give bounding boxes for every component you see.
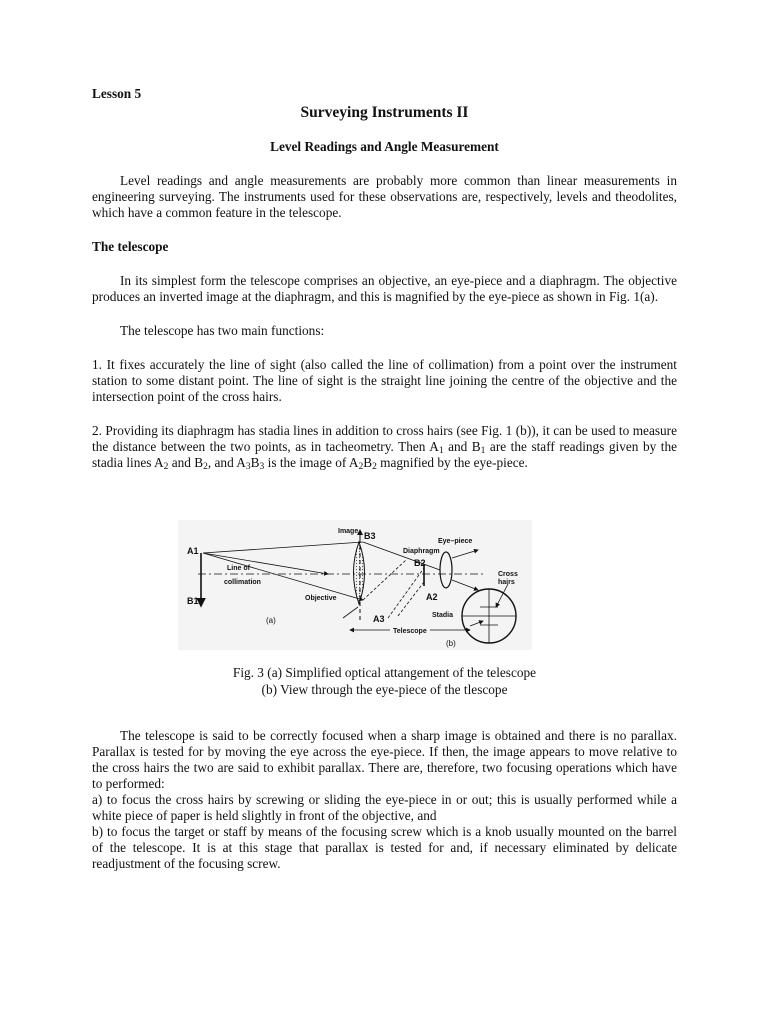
lesson-number: Lesson 5	[92, 86, 142, 101]
page-subtitle: Level Readings and Angle Measurement	[270, 139, 499, 154]
label-A3: A3	[373, 614, 385, 624]
label-eyepiece: Eye–piece	[438, 538, 473, 545]
label-B3: B3	[364, 531, 376, 541]
focus-item-a: a) to focus the cross hairs by screwing or sliding the eye-piece in or out; this is usually performed while a white piece of paper is held slightly in front of the objective, and	[92, 792, 677, 823]
eyepiece-lens	[440, 552, 452, 588]
page-title: Surveying Instruments II	[300, 104, 469, 121]
caption-line-1: Fig. 3 (a) Simplified optical attangement of the telescope	[232, 665, 537, 680]
objective-lens	[354, 542, 365, 604]
label-cross: Cross	[498, 571, 518, 578]
label-stadia: Stadia	[432, 612, 454, 619]
label-image: Image	[338, 528, 359, 535]
functions-intro: The telescope has two main functions:	[120, 323, 325, 338]
function-1-paragraph: 1. It fixes accurately the line of sight (also called the line of collimation) from a point over the instrument station to some distant point. The line of sight is the straight line joining the centre of the objective and the intersection point of the cross hairs.	[92, 357, 677, 404]
label-B1: B1	[187, 596, 199, 606]
section-heading-telescope: The telescope	[92, 239, 169, 254]
focus-paragraph: The telescope is said to be correctly focused when a sharp image is obtained and there is no parallax. Parallax is tested for by moving the eye across the eye-piece. If then, the image appears to move relative to the cross hairs the two are said to exhibit parallax. There are, therefore, two focusing operations which have to performed:	[92, 728, 677, 791]
label-objective: Objective	[305, 595, 337, 602]
label-hairs: hairs	[498, 579, 515, 586]
document-body	[92, 86, 677, 471]
focus-item-b: b) to focus the target or staff by means of the focusing screw which is a knob usually mounted on the barrel of the telescope. It is at this stage that parallax is tested for and, if necessary eliminated by delicate readjustment of the focusing screw.	[92, 824, 677, 871]
intro-paragraph: Level readings and angle measurements are probably more common than linear measurements in engineering surveying. The instruments used for these observations are, respectively, levels and theodolites, which have a common feature in the telescope.	[92, 173, 677, 220]
label-a: (a)	[266, 616, 276, 625]
function-2-paragraph: 2. Providing its diaphragm has stadia lines in addition to cross hairs (see Fig. 1 (b)), it can be used to measure the distance between the two points, as in tacheometry. Then $A_1$ and $B_1$ are the staff readings given by the stadia lines $A_2$ and $B_2$, and $A_3B_3$ is the image of $A_2B_2$ magnified by the eye-piece.	[92, 423, 678, 472]
label-collimation: collimation	[224, 579, 261, 586]
figure-caption	[92, 664, 677, 698]
label-b: (b)	[446, 639, 456, 648]
focusing-section	[92, 728, 677, 872]
label-A1: A1	[187, 546, 199, 556]
label-telescope: Telescope	[393, 628, 427, 635]
telescope-paragraph: In its simplest form the telescope comprises an objective, an eye-piece and a diaphragm. The objective produces an inverted image at the diaphragm, and this is magnified by the eye-piece as shown in Fig. 1(a).	[92, 273, 677, 304]
label-diaphragm: Diaphragm	[403, 548, 440, 555]
label-A2: A2	[426, 592, 438, 602]
caption-line-2: (b) View through the eye-piece of the tlescope	[261, 682, 508, 697]
telescope-diagram	[178, 520, 532, 650]
label-B2: B2	[414, 558, 426, 568]
label-line-of: Line of	[227, 565, 250, 572]
